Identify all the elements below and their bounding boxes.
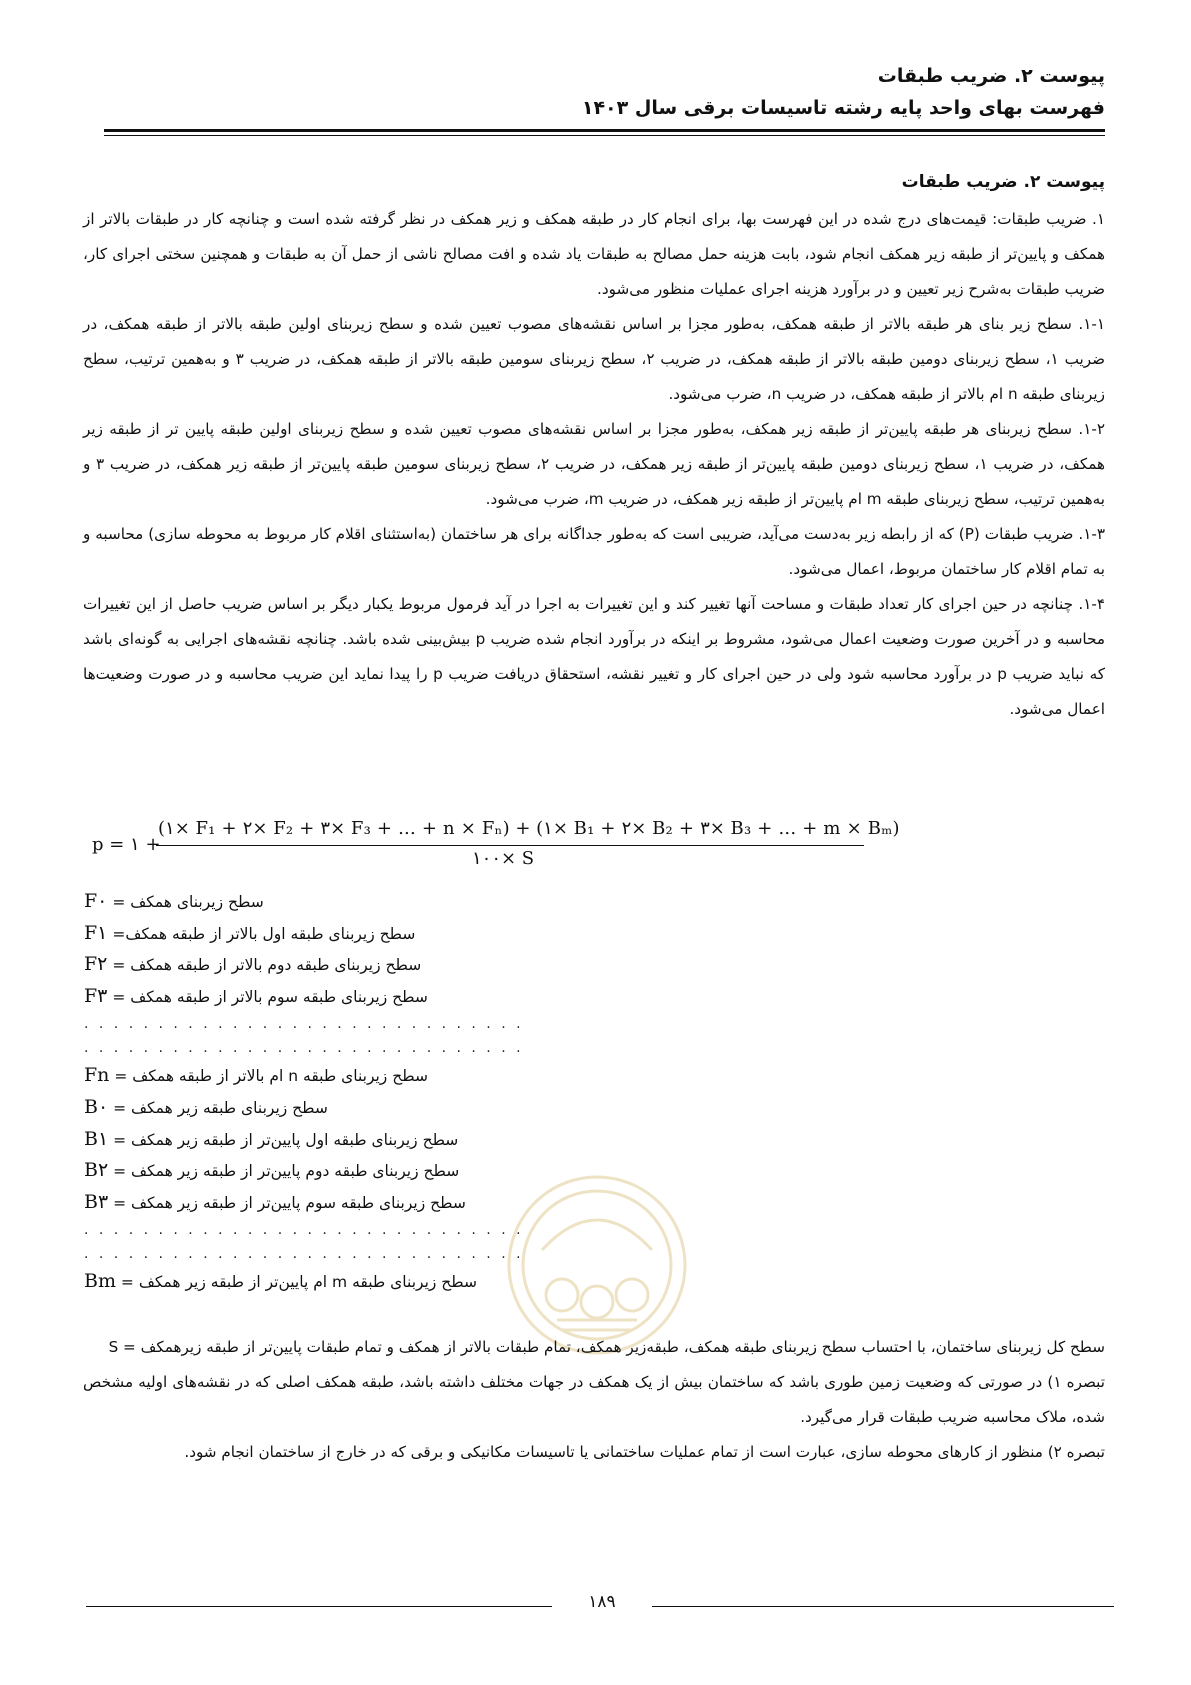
formula-numerator: (۱× F₁ + ۲× F₂ + ۳× F₃ + ... + n × Fₙ) + (۱× B₁ + ۲× B₂ + ۳× B₃ + ... + m × Bₘ) <box>158 818 900 839</box>
paragraph-1-3: ۱-۳. ضریب طبقات (P) که از رابطه زیر به‌دست می‌آید، ضریبی است که به‌طور جداگانه برای هر ساختمان (به‌استثنای اقلام کار مربوط به محوطه سازی) محاسبه و به تمام اقلام کار ساختمان مربوط، اعمال می‌شود. <box>83 525 1106 578</box>
definition-symbol: B۰ <box>84 1095 109 1118</box>
definition-item <box>84 1092 604 1124</box>
definition-equals: = <box>108 1130 132 1149</box>
definition-text: سطح زیربنای طبقه سوم پایین‌تر از طبقه زیر همکف <box>131 1193 466 1212</box>
footer-rule-left <box>86 1606 552 1607</box>
definition-symbol: Bm <box>84 1270 116 1293</box>
header-title: پیوست ۲. ضریب طبقات <box>877 65 1105 87</box>
page-header <box>85 60 1105 124</box>
formula-fraction-bar <box>156 845 864 846</box>
paragraph-1-1: ۱-۱. سطح زیر بنای هر طبقه بالاتر از طبقه همکف، به‌طور مجزا بر اساس نقشه‌های مصوب تعیین شده و سطح زیربنای اولین طبقه بالاتر از طبقه همکف، در ضریب ۱، سطح زیربنای دومین طبقه بالاتر از طبقه همکف، در ضریب ۲، سطح زیربنای سومین طبقه بالاتر از طبقه همکف، در ضریب ۳ و به‌همین ترتیب، سطح زیربنای طبقه n ام بالاتر از طبقه همکف، در ضریب n، ضرب می‌شود. <box>83 315 1106 403</box>
definition-item <box>84 1124 604 1156</box>
definition-equals: = <box>108 1162 132 1181</box>
definition-symbol: B۳ <box>84 1190 109 1213</box>
ellipsis-row: . . . . . . . . . . . . . . . . . . . . . . . . . . . . . . <box>84 1222 524 1239</box>
definition-text: سطح زیربنای طبقه n ام بالاتر از طبقه همکف <box>132 1067 428 1086</box>
definition-symbol: Fn <box>84 1064 110 1087</box>
header-rule-thick <box>104 129 1105 132</box>
floor-factor-formula <box>92 818 900 876</box>
ellipsis-row: . . . . . . . . . . . . . . . . . . . . . . . . . . . . . . <box>84 1246 524 1263</box>
definition-equals: = <box>107 987 131 1006</box>
paragraph-1: ۱. ضریب طبقات: قیمت‌های درج شده در این فهرست بها، برای انجام کار در طبقه همکف و زیر همکف در نظر گرفته شده است و چنانچه کار در طبقات بالاتر از همکف و پایین‌تر از طبقه زیر همکف انجام شود، بابت هزینه حمل مصالح به طبقات یاد شده و افت مصالح ناشی از حمل آن به طبقات و همچنین سختی اجرای کار، ضریب طبقات به‌شرح زیر تعیین و در برآورد هزینه اجرای عملیات منظور می‌شود. <box>83 210 1105 298</box>
definition-text: سطح زیربنای طبقه اول پایین‌تر از طبقه زیر همکف <box>131 1130 459 1149</box>
definition-symbol: F۱ <box>84 921 108 944</box>
definition-item <box>84 918 604 950</box>
definition-text: سطح زیربنای طبقه دوم بالاتر از طبقه همکف <box>130 956 422 975</box>
formula-lhs: p = ۱ + <box>92 834 161 855</box>
definition-symbol: F۳ <box>84 984 108 1007</box>
definition-equals: = <box>108 1098 132 1117</box>
definition-symbol: B۲ <box>84 1159 109 1182</box>
header-rule-thin <box>104 135 1105 136</box>
page-number: ۱۸۹ <box>588 1592 616 1612</box>
ellipsis-row: . . . . . . . . . . . . . . . . . . . . . . . . . . . . . . <box>84 1016 524 1033</box>
note-2: تبصره ۲) منظور از کارهای محوطه سازی، عبارت است از تمام عملیات ساختمانی یا تاسیسات مکانیکی و برقی که در خارج از ساختمان انجام شود. <box>184 1443 1105 1461</box>
definition-equals: = <box>115 1273 139 1292</box>
definition-equals: = <box>107 956 131 975</box>
formula-denominator: ۱۰۰× S <box>472 848 535 869</box>
definition-equals: = <box>107 924 126 943</box>
definition-text: سطح زیربنای طبقه دوم پایین‌تر از طبقه زیر همکف <box>131 1162 460 1181</box>
bottom-notes <box>83 1330 1105 1470</box>
definition-item <box>84 981 604 1013</box>
header-subtitle: فهرست بهای واحد پایه رشته تاسیسات برقی سال ۱۴۰۳ <box>581 97 1105 119</box>
definition-text: سطح زیربنای همکف <box>130 893 264 911</box>
section-title: پیوست ۲. ضریب طبقات <box>901 172 1105 192</box>
definition-item <box>84 886 604 918</box>
main-content <box>83 164 1105 727</box>
definition-text: سطح زیربنای طبقه اول بالاتر از طبقه همکف <box>125 924 416 943</box>
paragraph-1-2: ۱-۲. سطح زیربنای هر طبقه پایین‌تر از طبقه زیر همکف، به‌طور مجزا بر اساس نقشه‌های مصوب تعیین شده و سطح زیربنای اولین طبقه پایین تر از طبقه زیر همکف، در ضریب ۱، سطح زیربنای دومین طبقه پایین‌تر از طبقه زیر همکف، در ضریب ۲، سطح زیربنای سومین طبقه پایین‌تر از طبقه زیر همکف، در ضریب ۳ و به‌همین ترتیب، سطح زیربنای طبقه m ام پایین‌تر از طبقه زیر همکف، در ضریب m، ضرب می‌شود. <box>83 420 1105 508</box>
paragraph-1-4: ۱-۴. چنانچه در حین اجرای کار تعداد طبقات و مساحت آنها تغییر کند و این تغییرات به اجرا در آید فرمول مربوط یکبار دیگر بر اساس ضریب حاصل از این تغییرات محاسبه و در آخرین صورت وضعیت اعمال می‌شود، مشروط بر اینکه در برآورد انجام شده ضریب p بیش‌بینی شده باشد. چنانچه نقشه‌های اجرایی به گونه‌ای باشد که نباید ضریب p در برآورد محاسبه شود ولی در حین اجرای کار و تغییر نقشه، استحقاق دریافت ضریب p را پیدا نماید این ضریب محاسبه و در صورت وضعیت‌ها اعمال می‌شود. <box>83 595 1106 718</box>
definition-equals: = <box>108 1193 132 1212</box>
definition-symbol: F۲ <box>84 953 108 976</box>
total-area-definition: سطح کل زیربنای ساختمان، با احتساب سطح زیربنای طبقه همکف، طبقه‌زیر همکف، تمام طبقات بالاتر از همکف و تمام طبقات پایین‌تر از طبقه زیرهمکف = S <box>108 1338 1105 1356</box>
definition-text: سطح زیربنای طبقه زیر همکف <box>131 1098 328 1117</box>
ellipsis-row: . . . . . . . . . . . . . . . . . . . . . . . . . . . . . . <box>84 1040 524 1057</box>
definition-symbol: F۰ <box>84 890 108 912</box>
note-1: تبصره ۱) در صورتی که وضعیت زمین طوری باشد که ساختمان بیش از یک همکف در جهات مختلف داشته باشد، طبقه همکف اصلی که در نقشه‌های اولیه مشخص شده، ملاک محاسبه ضریب طبقات قرار می‌گیرد. <box>83 1373 1105 1426</box>
definition-symbol: B۱ <box>84 1127 109 1150</box>
definition-equals: = <box>107 893 131 911</box>
footer-rule-right <box>652 1606 1114 1607</box>
definition-text: سطح زیربنای طبقه سوم بالاتر از طبقه همکف <box>130 987 428 1006</box>
definition-item <box>84 1060 604 1092</box>
definition-equals: = <box>109 1067 133 1086</box>
definition-text: سطح زیربنای طبقه m ام پایین‌تر از طبقه زیر همکف <box>138 1273 478 1292</box>
definition-item <box>84 949 604 981</box>
